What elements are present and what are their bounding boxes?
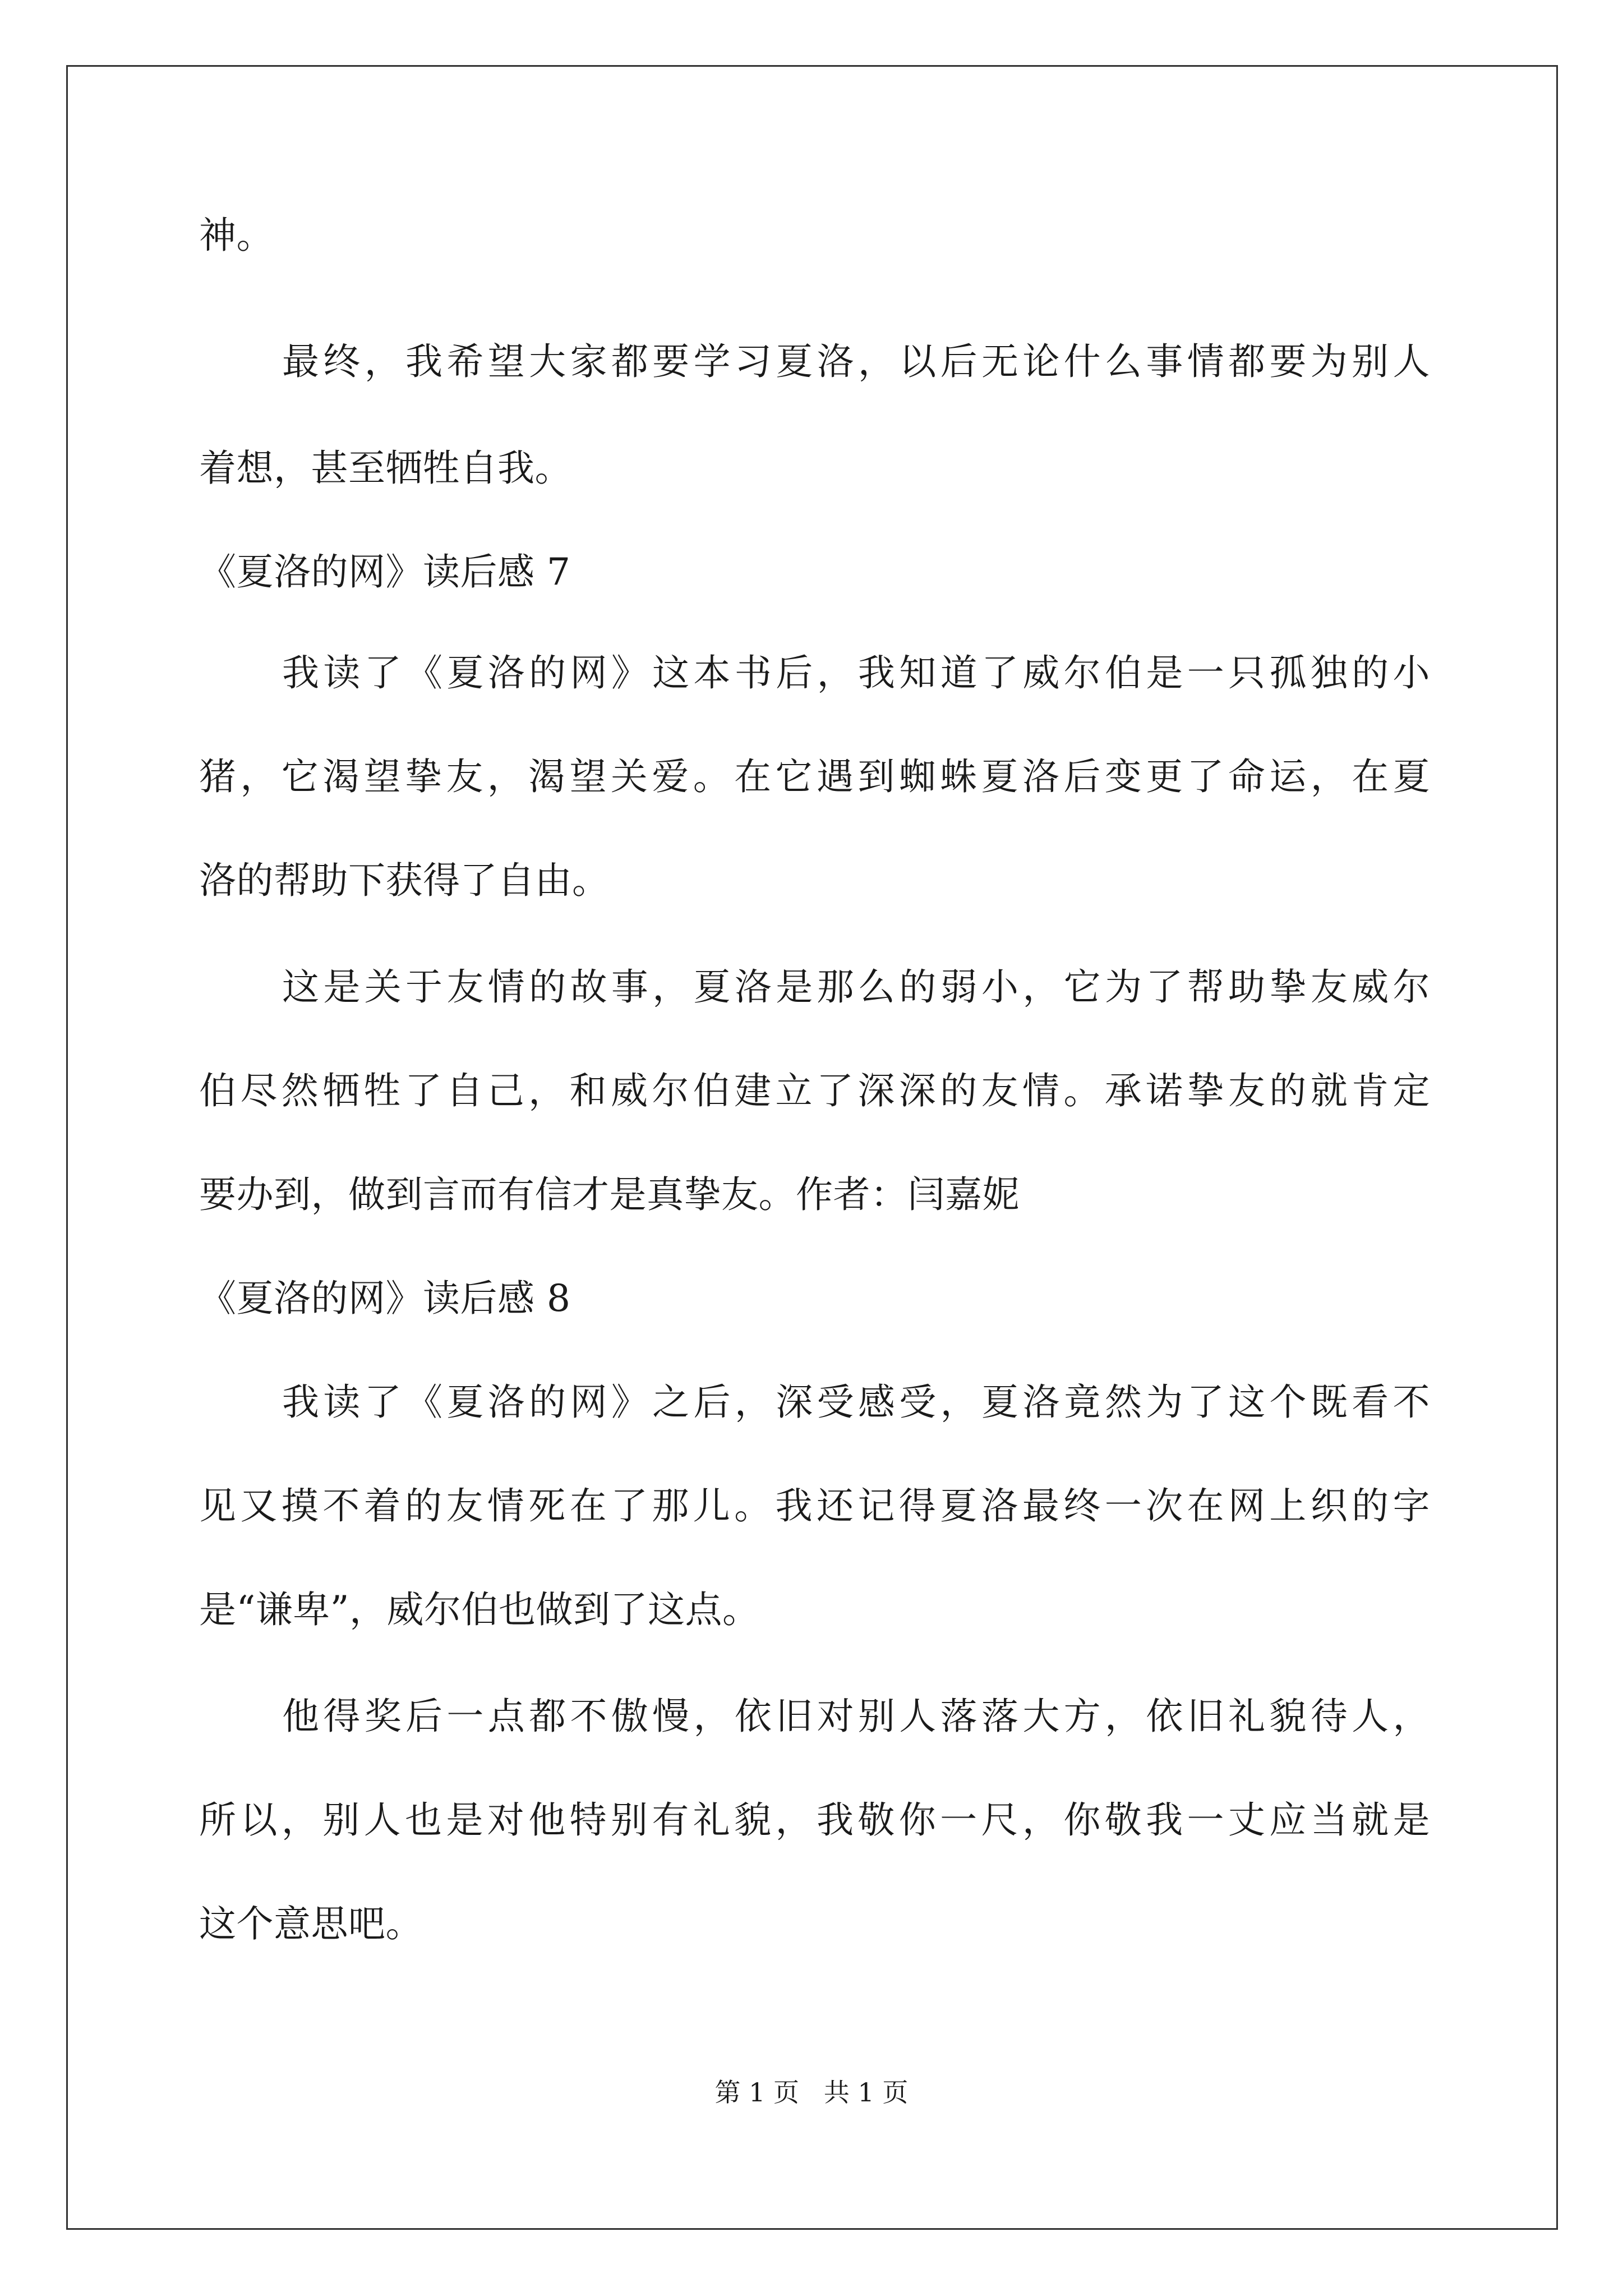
text-line: 洛的帮助下获得了自由。: [199, 859, 610, 902]
text-line: 是“谦卑”，威尔伯也做到了这点。: [199, 1588, 760, 1631]
section-heading: 《夏洛的网》读后感 8: [199, 1277, 571, 1320]
text-line: 所以，别人也是对他特别有礼貌，我敬你一尺，你敬我一丈应当就是: [199, 1798, 1430, 1842]
text-line: 猪，它渴望挚友，渴望关爱。在它遇到蜘蛛夏洛后变更了命运，在夏: [199, 755, 1430, 798]
text-line: 这是关于友情的故事，夏洛是那么的弱小，它为了帮助挚友威尔: [282, 965, 1430, 1009]
text-line: 着想，甚至牺牲自我。: [199, 447, 572, 490]
text-line: 我读了《夏洛的网》这本书后，我知道了威尔伯是一只孤独的小: [282, 651, 1430, 694]
text-line: 神。: [199, 214, 274, 257]
text-line: 见又摸不着的友情死在了那儿。我还记得夏洛最终一次在网上织的字: [199, 1484, 1430, 1527]
text-line: 最终，我希望大家都要学习夏洛，以后无论什么事情都要为别人: [282, 340, 1430, 383]
text-line: 这个意思吧。: [199, 1902, 423, 1945]
section-heading: 《夏洛的网》读后感 7: [199, 550, 571, 593]
text-line: 要办到，做到言而有信才是真挚友。作者：闫嘉妮: [199, 1173, 1020, 1216]
text-line: 伯尽然牺牲了自己，和威尔伯建立了深深的友情。承诺挚友的就肯定: [199, 1069, 1430, 1112]
page-number-footer: 第 1 页 共 1 页: [714, 2077, 909, 2108]
text-line: 他得奖后一点都不傲慢，依旧对别人落落大方，依旧礼貌待人，: [282, 1695, 1430, 1738]
text-line: 我读了《夏洛的网》之后，深受感受，夏洛竟然为了这个既看不: [282, 1381, 1430, 1424]
